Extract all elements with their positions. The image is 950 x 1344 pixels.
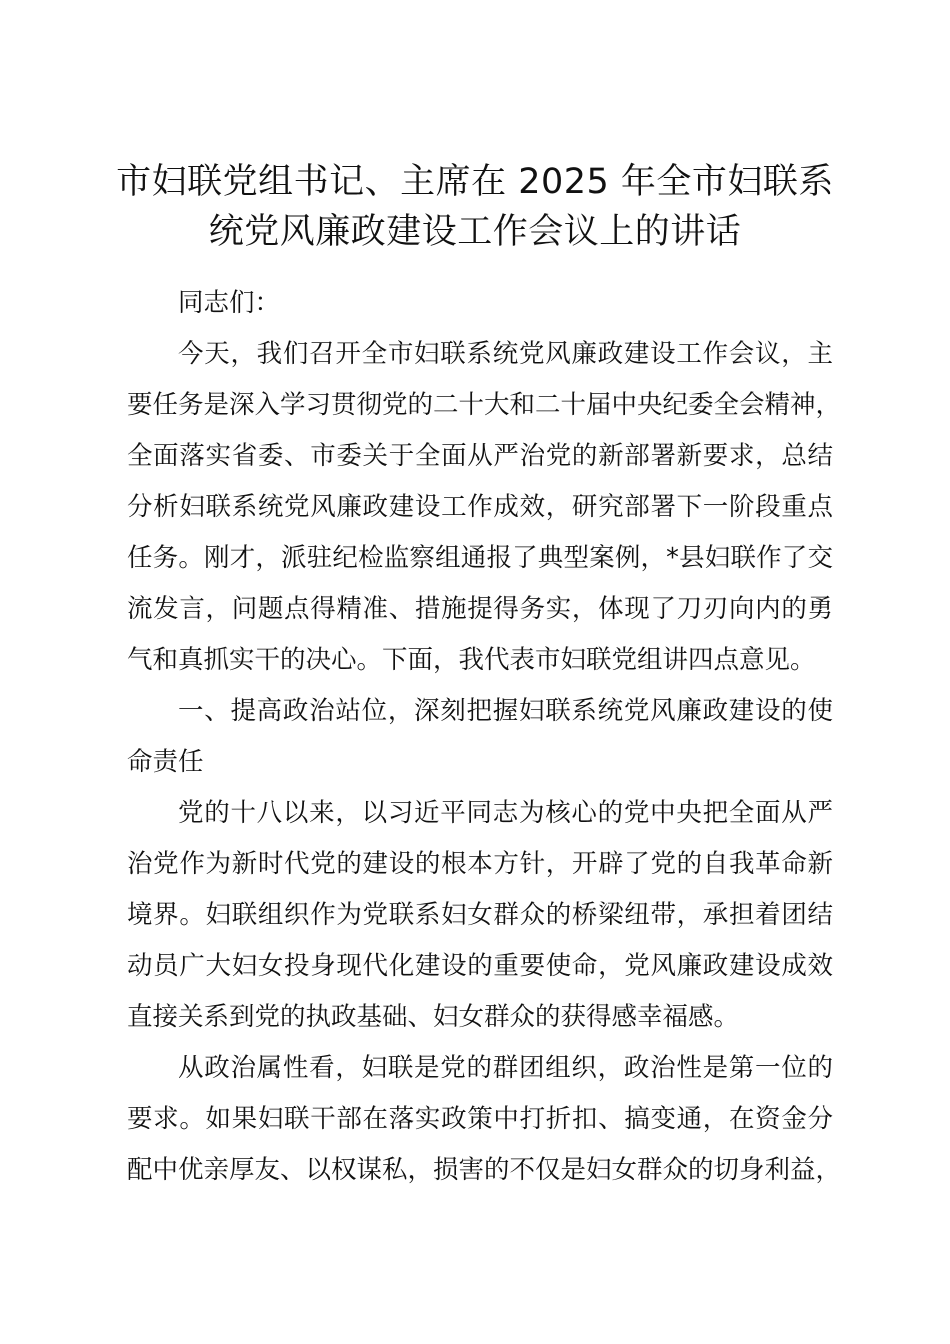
text-line: 配中优亲厚友、以权谋私，损害的不仅是妇女群众的切身利益， [127, 1155, 842, 1185]
text-line: 要求。如果妇联干部在落实政策中打折扣、搞变通，在资金分 [127, 1104, 833, 1134]
text-line: 分析妇联系统党风廉政建设工作成效，研究部署下一阶段重点 [127, 492, 833, 522]
text-line: 气和真抓实干的决心。下面，我代表市妇联党组讲四点意见。 [127, 645, 816, 675]
salutation: 同志们： [178, 288, 281, 318]
text-line: 直接关系到党的执政基础、妇女群众的获得感幸福感。 [127, 1002, 740, 1032]
document-title-line-1: 市妇联党组书记、主席在 2025 年全市妇联系 [116, 162, 834, 202]
text-line: 动员广大妇女投身现代化建设的重要使命，党风廉政建设成效 [127, 951, 833, 981]
text-line: 流发言，问题点得精准、措施提得务实，体现了刀刃向内的勇 [127, 594, 833, 624]
text-line: 境界。妇联组织作为党联系妇女群众的桥梁纽带，承担着团结 [127, 900, 833, 930]
text-line: 全面落实省委、市委关于全面从严治党的新部署新要求，总结 [127, 441, 833, 471]
text-line: 从政治属性看，妇联是党的群团组织，政治性是第一位的 [178, 1053, 833, 1083]
document-title-line-2: 统党风廉政建设工作会议上的讲话 [208, 212, 742, 252]
text-line: 治党作为新时代党的建设的根本方针，开辟了党的自我革命新 [127, 849, 833, 879]
text-line: 今天，我们召开全市妇联系统党风廉政建设工作会议，主 [178, 339, 833, 369]
text-line: 任务。刚才，派驻纪检监察组通报了典型案例，*县妇联作了交 [127, 543, 833, 573]
text-line: 要任务是深入学习贯彻党的二十大和二十届中央纪委全会精神， [127, 390, 842, 420]
section-heading-line: 命责任 [127, 747, 204, 777]
section-heading-line: 一、提高政治站位，深刻把握妇联系统党风廉政建设的使 [178, 696, 833, 726]
text-line: 党的十八以来，以习近平同志为核心的党中央把全面从严 [178, 798, 833, 828]
